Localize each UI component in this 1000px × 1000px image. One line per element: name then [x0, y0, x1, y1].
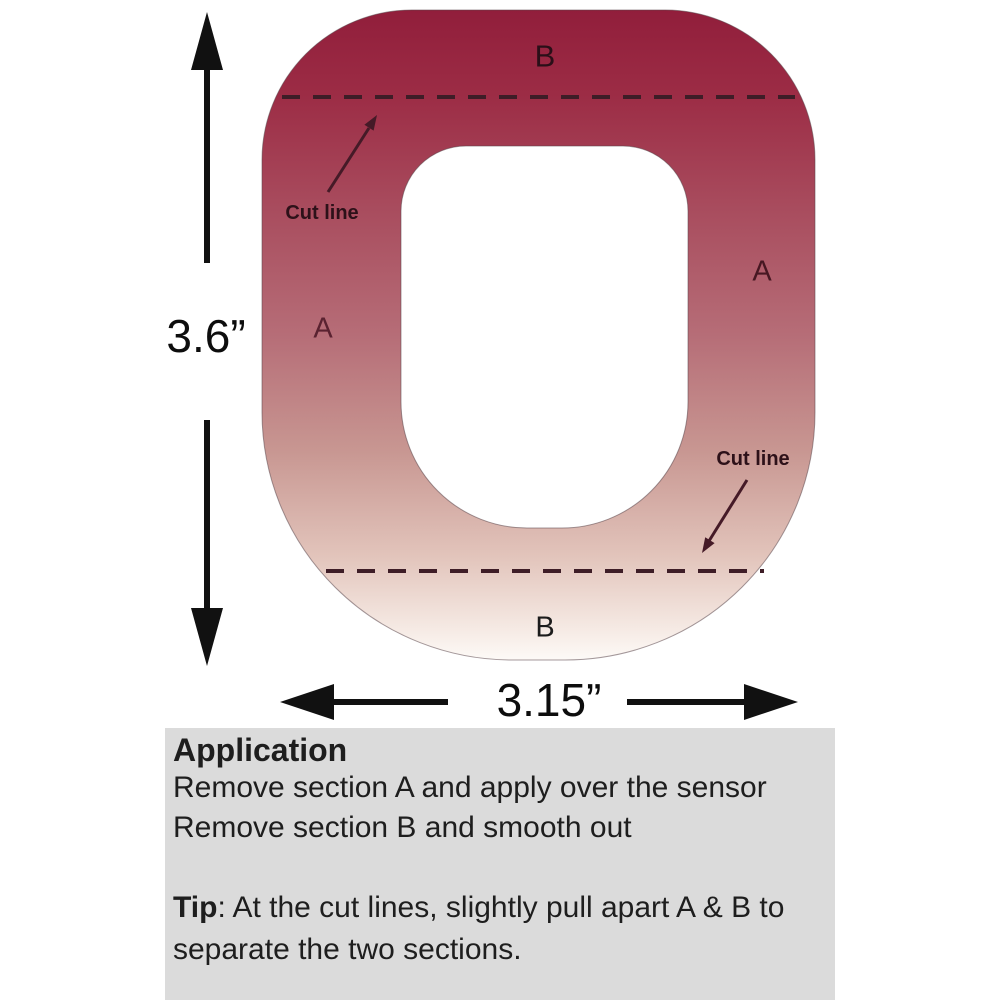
section-a-left-label: A [313, 312, 333, 345]
instructions-panel [165, 728, 835, 1000]
instruction-line-2: Remove section B and smooth out [173, 811, 632, 844]
tip-line-2: separate the two sections. [173, 933, 522, 966]
patch-shape [262, 10, 815, 660]
tip-label: Tip [173, 891, 218, 924]
width-dimension-label: 3.15” [496, 674, 602, 726]
tip-line-1 [173, 893, 784, 923]
section-a-right-label: A [752, 255, 772, 288]
section-b-top-label: B [534, 38, 556, 74]
section-b-bottom-label: B [535, 611, 555, 644]
cut-line-top-label: Cut line [285, 202, 359, 224]
tip-text: : At the cut lines, slightly pull apart A & B to [217, 891, 785, 924]
instruction-line-1: Remove section A and apply over the sensor [173, 771, 767, 804]
cut-line-bottom-label: Cut line [716, 448, 790, 470]
height-dimension-label: 3.6” [166, 310, 246, 362]
instructions-title: Application [173, 732, 348, 768]
